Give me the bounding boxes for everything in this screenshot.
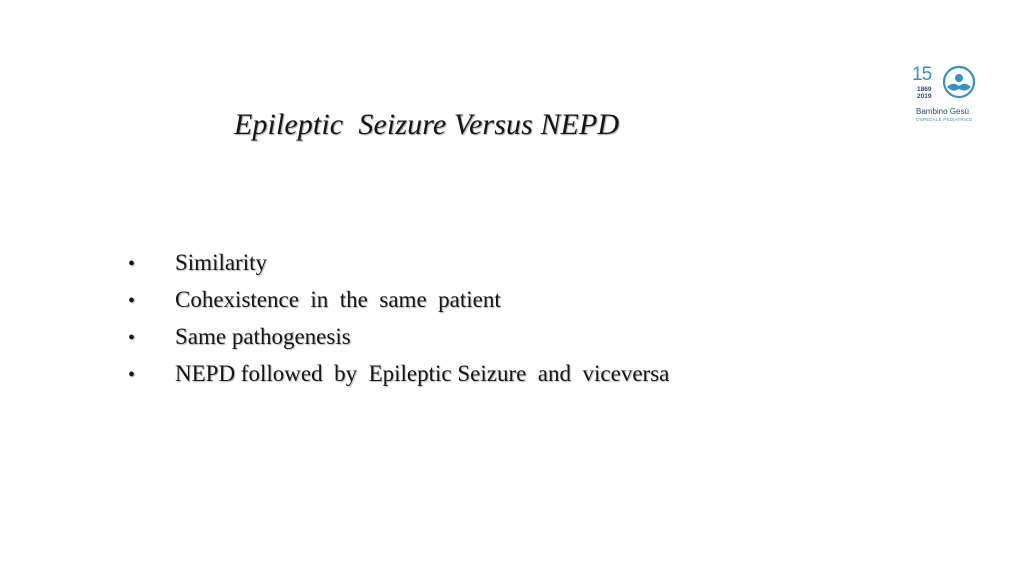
logo-year-start: 1869 (917, 86, 932, 93)
bullet-text: Cohexistence in the same patient (175, 287, 501, 312)
bullet-marker: • (128, 364, 136, 386)
bullet-item (128, 324, 669, 361)
bullet-text: Same pathogenesis (175, 324, 351, 349)
logo-subtitle: OSPEDALE PEDIATRICO (916, 117, 973, 122)
slide-title: Epileptic Seizure Versus NEPD (234, 108, 620, 141)
bullet-marker: • (128, 290, 136, 312)
logo-year-end: 2019 (917, 93, 932, 100)
bullet-text: Similarity (175, 250, 267, 275)
bullet-marker: • (128, 327, 136, 349)
bullet-item (128, 361, 669, 398)
bambino-gesu-logo (910, 64, 980, 126)
bullet-marker: • (128, 253, 136, 275)
logo-years (917, 86, 931, 100)
bullet-text: NEPD followed by Epileptic Seizure and viceversa (175, 361, 670, 386)
bullet-list (128, 250, 669, 398)
bullet-item (128, 250, 669, 287)
logo-emblem-icon (940, 65, 978, 101)
logo-anniversary-number: 15 (912, 64, 932, 85)
logo-name: Bambino Gesù (916, 107, 969, 116)
bullet-item (128, 287, 669, 324)
